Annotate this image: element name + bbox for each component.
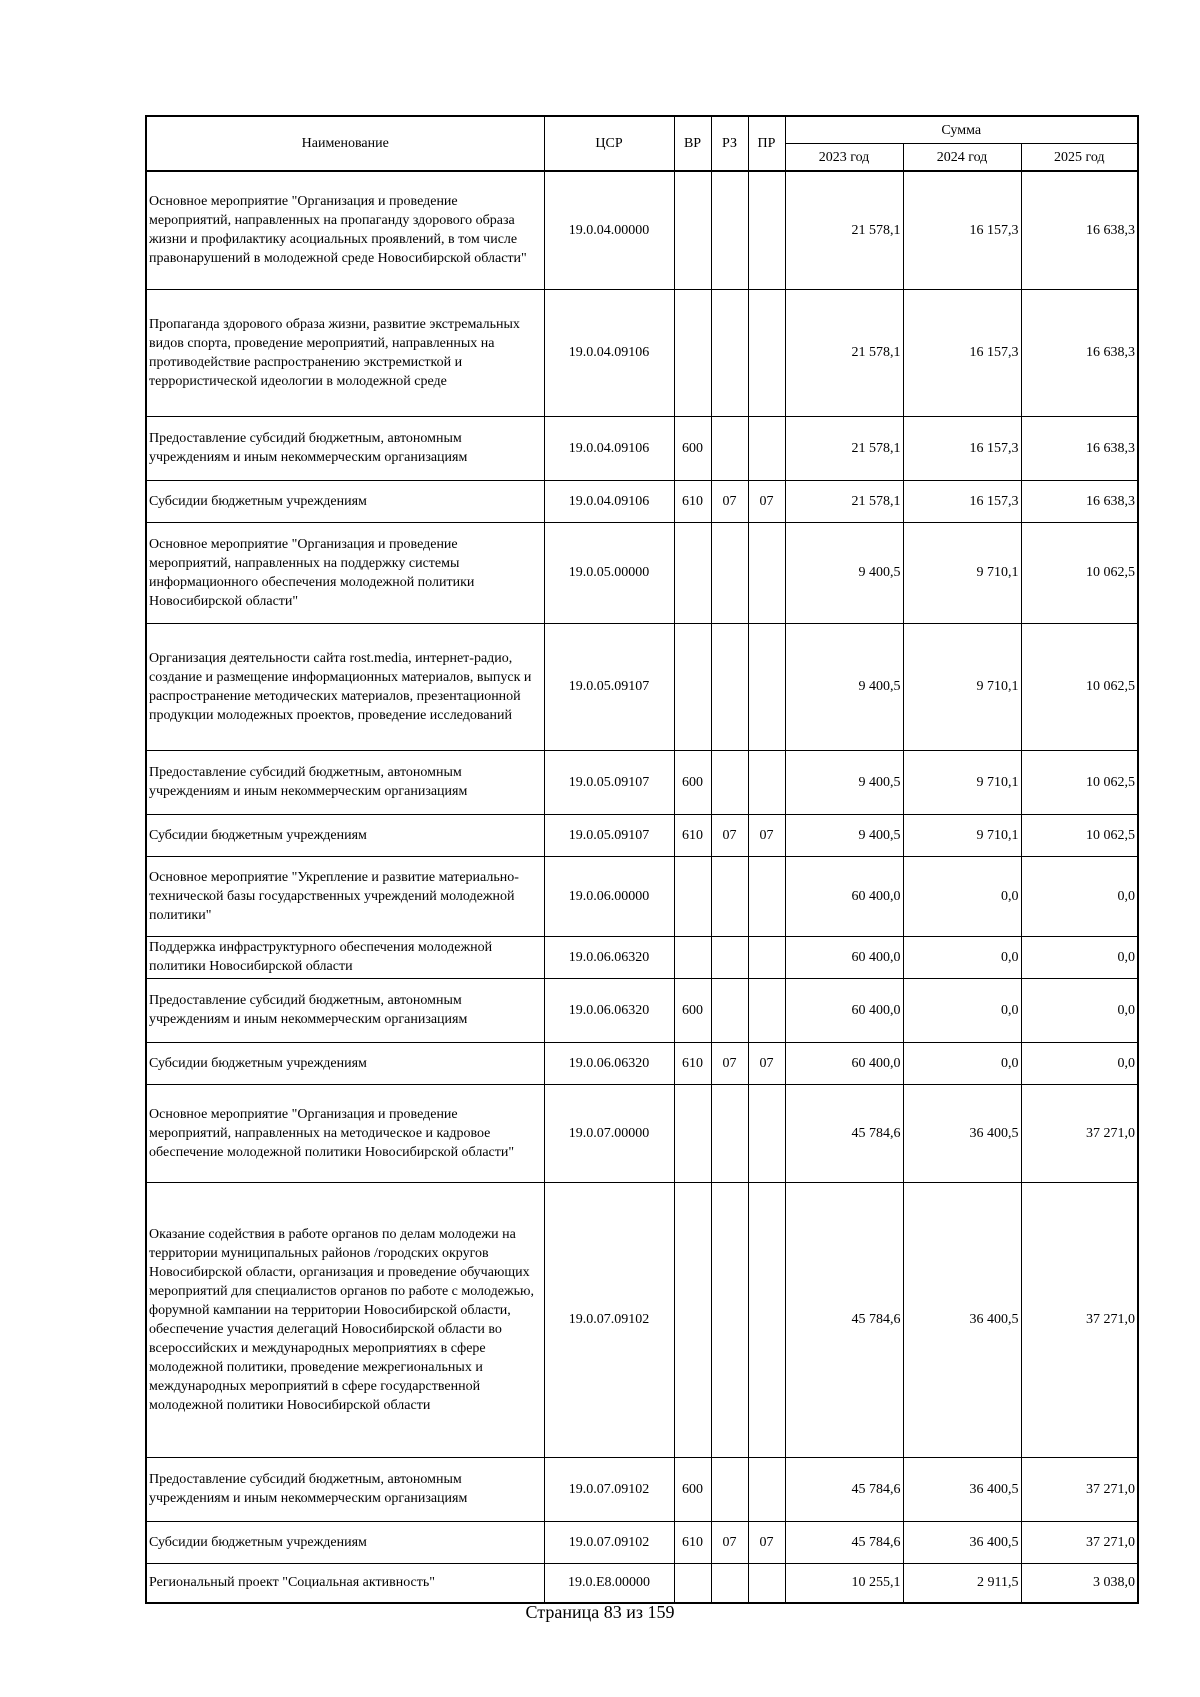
cell-name: Поддержка инфраструктурного обеспечения молодежной политики Новосибирской области bbox=[146, 936, 544, 978]
header-rz: РЗ bbox=[711, 116, 748, 171]
page-number: Страница 83 из 159 bbox=[525, 1602, 675, 1622]
table-row bbox=[146, 416, 1138, 480]
cell-name: Организация деятельности сайта rost.media, интернет-радио, создание и размещение информационных материалов, выпуск и распространение методических материалов, презентационной продукции молодежных проектов, проведение исследований bbox=[146, 623, 544, 750]
cell-pr bbox=[748, 750, 785, 814]
cell-vr bbox=[674, 856, 711, 936]
cell-rz: 07 bbox=[711, 1042, 748, 1084]
cell-y2023: 45 784,6 bbox=[785, 1084, 903, 1182]
cell-pr bbox=[748, 978, 785, 1042]
table-row bbox=[146, 978, 1138, 1042]
cell-y2025: 3 038,0 bbox=[1021, 1563, 1138, 1603]
cell-y2025: 37 271,0 bbox=[1021, 1521, 1138, 1563]
header-year-2023: 2023 год bbox=[785, 144, 903, 172]
cell-y2023: 45 784,6 bbox=[785, 1457, 903, 1521]
cell-y2025: 16 638,3 bbox=[1021, 289, 1138, 416]
cell-y2023: 21 578,1 bbox=[785, 416, 903, 480]
cell-vr: 600 bbox=[674, 978, 711, 1042]
cell-pr bbox=[748, 171, 785, 289]
cell-csr: 19.0.07.09102 bbox=[544, 1182, 674, 1457]
cell-y2024: 16 157,3 bbox=[903, 416, 1021, 480]
cell-y2023: 9 400,5 bbox=[785, 522, 903, 623]
cell-y2024: 16 157,3 bbox=[903, 289, 1021, 416]
cell-pr bbox=[748, 416, 785, 480]
table-row bbox=[146, 522, 1138, 623]
cell-rz: 07 bbox=[711, 480, 748, 522]
cell-vr bbox=[674, 289, 711, 416]
cell-rz bbox=[711, 623, 748, 750]
table-row bbox=[146, 936, 1138, 978]
table-header bbox=[146, 116, 1138, 171]
cell-y2023: 45 784,6 bbox=[785, 1521, 903, 1563]
header-csr: ЦСР bbox=[544, 116, 674, 171]
cell-pr bbox=[748, 856, 785, 936]
cell-y2025: 0,0 bbox=[1021, 936, 1138, 978]
cell-y2024: 36 400,5 bbox=[903, 1084, 1021, 1182]
cell-y2024: 16 157,3 bbox=[903, 480, 1021, 522]
cell-name: Основное мероприятие "Укрепление и развитие материально-технической базы государственных учреждений молодежной политики" bbox=[146, 856, 544, 936]
cell-y2024: 9 710,1 bbox=[903, 814, 1021, 856]
cell-name: Основное мероприятие "Организация и проведение мероприятий, направленных на пропаганду здорового образа жизни и профилактику асоциальных проявлений, в том числе правонарушений в молодежной среде Новосибирской области" bbox=[146, 171, 544, 289]
table-row bbox=[146, 1521, 1138, 1563]
cell-csr: 19.0.04.09106 bbox=[544, 289, 674, 416]
cell-rz: 07 bbox=[711, 814, 748, 856]
cell-y2023: 45 784,6 bbox=[785, 1182, 903, 1457]
cell-name: Предоставление субсидий бюджетным, автономным учреждениям и иным некоммерческим организациям bbox=[146, 750, 544, 814]
cell-name: Субсидии бюджетным учреждениям bbox=[146, 1042, 544, 1084]
cell-y2025: 0,0 bbox=[1021, 856, 1138, 936]
cell-pr: 07 bbox=[748, 814, 785, 856]
header-sum: Сумма bbox=[785, 116, 1138, 144]
cell-csr: 19.0.07.00000 bbox=[544, 1084, 674, 1182]
cell-vr bbox=[674, 1182, 711, 1457]
header-vr: ВР bbox=[674, 116, 711, 171]
cell-y2023: 21 578,1 bbox=[785, 480, 903, 522]
table-row bbox=[146, 1182, 1138, 1457]
cell-y2024: 16 157,3 bbox=[903, 171, 1021, 289]
cell-rz bbox=[711, 416, 748, 480]
cell-y2023: 21 578,1 bbox=[785, 171, 903, 289]
cell-csr: 19.0.07.09102 bbox=[544, 1457, 674, 1521]
cell-name: Предоставление субсидий бюджетным, автономным учреждениям и иным некоммерческим организациям bbox=[146, 416, 544, 480]
cell-vr bbox=[674, 171, 711, 289]
cell-y2023: 60 400,0 bbox=[785, 1042, 903, 1084]
header-name: Наименование bbox=[146, 116, 544, 171]
table-row bbox=[146, 171, 1138, 289]
cell-name: Основное мероприятие "Организация и проведение мероприятий, направленных на поддержку системы информационного обеспечения молодежной политики Новосибирской области" bbox=[146, 522, 544, 623]
cell-csr: 19.0.05.00000 bbox=[544, 522, 674, 623]
cell-pr: 07 bbox=[748, 480, 785, 522]
cell-y2025: 10 062,5 bbox=[1021, 623, 1138, 750]
cell-pr: 07 bbox=[748, 1521, 785, 1563]
cell-csr: 19.0.05.09107 bbox=[544, 814, 674, 856]
cell-pr bbox=[748, 1084, 785, 1182]
cell-y2025: 0,0 bbox=[1021, 1042, 1138, 1084]
cell-csr: 19.0.E8.00000 bbox=[544, 1563, 674, 1603]
cell-name: Оказание содействия в работе органов по делам молодежи на территории муниципальных районов /городских округов Новосибирской области, организация и проведение обучающих мероприятий для специалистов органов по работе с молодежью, форумной кампании на территории Новосибирской области, обеспечение участия делегаций Новосибирской области во всероссийских и международных мероприятиях в сфере молодежной политики, проведение межрегиональных и международных мероприятий в сфере государственной молодежной политики Новосибирской области bbox=[146, 1182, 544, 1457]
cell-y2024: 36 400,5 bbox=[903, 1182, 1021, 1457]
cell-csr: 19.0.06.00000 bbox=[544, 856, 674, 936]
cell-y2024: 9 710,1 bbox=[903, 522, 1021, 623]
cell-vr: 610 bbox=[674, 1042, 711, 1084]
cell-name: Субсидии бюджетным учреждениям bbox=[146, 1521, 544, 1563]
cell-rz: 07 bbox=[711, 1521, 748, 1563]
cell-name: Субсидии бюджетным учреждениям bbox=[146, 814, 544, 856]
cell-y2025: 16 638,3 bbox=[1021, 480, 1138, 522]
cell-y2024: 2 911,5 bbox=[903, 1563, 1021, 1603]
cell-name: Пропаганда здорового образа жизни, развитие экстремальных видов спорта, проведение мероприятий, направленных на противодействие распространению экстремисткой и террористической идеологии в молодежной среде bbox=[146, 289, 544, 416]
cell-y2025: 37 271,0 bbox=[1021, 1182, 1138, 1457]
cell-vr: 610 bbox=[674, 480, 711, 522]
cell-pr: 07 bbox=[748, 1042, 785, 1084]
cell-rz bbox=[711, 522, 748, 623]
cell-csr: 19.0.04.00000 bbox=[544, 171, 674, 289]
table-row bbox=[146, 480, 1138, 522]
table-row bbox=[146, 750, 1138, 814]
table-body bbox=[146, 171, 1138, 1603]
cell-csr: 19.0.04.09106 bbox=[544, 480, 674, 522]
cell-csr: 19.0.05.09107 bbox=[544, 623, 674, 750]
cell-vr: 600 bbox=[674, 1457, 711, 1521]
cell-pr bbox=[748, 1563, 785, 1603]
cell-y2024: 0,0 bbox=[903, 936, 1021, 978]
cell-y2024: 9 710,1 bbox=[903, 750, 1021, 814]
cell-vr bbox=[674, 522, 711, 623]
cell-y2025: 37 271,0 bbox=[1021, 1084, 1138, 1182]
cell-y2025: 37 271,0 bbox=[1021, 1457, 1138, 1521]
cell-y2025: 10 062,5 bbox=[1021, 750, 1138, 814]
cell-rz bbox=[711, 171, 748, 289]
cell-csr: 19.0.06.06320 bbox=[544, 936, 674, 978]
cell-rz bbox=[711, 289, 748, 416]
cell-vr: 610 bbox=[674, 1521, 711, 1563]
cell-pr bbox=[748, 522, 785, 623]
cell-csr: 19.0.04.09106 bbox=[544, 416, 674, 480]
cell-vr bbox=[674, 1084, 711, 1182]
cell-y2023: 9 400,5 bbox=[785, 623, 903, 750]
cell-y2024: 0,0 bbox=[903, 978, 1021, 1042]
cell-vr: 610 bbox=[674, 814, 711, 856]
budget-table bbox=[145, 115, 1139, 1604]
header-pr: ПР bbox=[748, 116, 785, 171]
cell-vr bbox=[674, 1563, 711, 1603]
table-row bbox=[146, 856, 1138, 936]
cell-y2023: 10 255,1 bbox=[785, 1563, 903, 1603]
cell-rz bbox=[711, 1563, 748, 1603]
cell-y2025: 16 638,3 bbox=[1021, 416, 1138, 480]
table-row bbox=[146, 1042, 1138, 1084]
cell-name: Предоставление субсидий бюджетным, автономным учреждениям и иным некоммерческим организациям bbox=[146, 978, 544, 1042]
table-row bbox=[146, 1457, 1138, 1521]
cell-pr bbox=[748, 289, 785, 416]
cell-rz bbox=[711, 1084, 748, 1182]
cell-y2025: 16 638,3 bbox=[1021, 171, 1138, 289]
header-year-2025: 2025 год bbox=[1021, 144, 1138, 172]
cell-csr: 19.0.06.06320 bbox=[544, 1042, 674, 1084]
cell-y2023: 21 578,1 bbox=[785, 289, 903, 416]
cell-pr bbox=[748, 1182, 785, 1457]
cell-y2023: 9 400,5 bbox=[785, 750, 903, 814]
cell-y2023: 9 400,5 bbox=[785, 814, 903, 856]
cell-name: Региональный проект "Социальная активность" bbox=[146, 1563, 544, 1603]
cell-vr: 600 bbox=[674, 416, 711, 480]
cell-vr bbox=[674, 623, 711, 750]
cell-y2023: 60 400,0 bbox=[785, 978, 903, 1042]
cell-y2024: 9 710,1 bbox=[903, 623, 1021, 750]
cell-y2024: 36 400,5 bbox=[903, 1457, 1021, 1521]
header-year-2024: 2024 год bbox=[903, 144, 1021, 172]
cell-csr: 19.0.05.09107 bbox=[544, 750, 674, 814]
cell-y2024: 0,0 bbox=[903, 1042, 1021, 1084]
table-row bbox=[146, 1563, 1138, 1603]
cell-vr: 600 bbox=[674, 750, 711, 814]
cell-pr bbox=[748, 623, 785, 750]
cell-rz bbox=[711, 856, 748, 936]
cell-y2025: 0,0 bbox=[1021, 978, 1138, 1042]
cell-csr: 19.0.06.06320 bbox=[544, 978, 674, 1042]
cell-rz bbox=[711, 936, 748, 978]
cell-rz bbox=[711, 1457, 748, 1521]
cell-y2023: 60 400,0 bbox=[785, 856, 903, 936]
cell-pr bbox=[748, 1457, 785, 1521]
cell-name: Субсидии бюджетным учреждениям bbox=[146, 480, 544, 522]
cell-pr bbox=[748, 936, 785, 978]
table-row bbox=[146, 623, 1138, 750]
cell-rz bbox=[711, 978, 748, 1042]
cell-y2024: 0,0 bbox=[903, 856, 1021, 936]
table-row bbox=[146, 289, 1138, 416]
cell-y2024: 36 400,5 bbox=[903, 1521, 1021, 1563]
cell-csr: 19.0.07.09102 bbox=[544, 1521, 674, 1563]
cell-rz bbox=[711, 750, 748, 814]
table-row bbox=[146, 1084, 1138, 1182]
cell-y2025: 10 062,5 bbox=[1021, 522, 1138, 623]
cell-vr bbox=[674, 936, 711, 978]
cell-y2025: 10 062,5 bbox=[1021, 814, 1138, 856]
cell-y2023: 60 400,0 bbox=[785, 936, 903, 978]
cell-name: Основное мероприятие "Организация и проведение мероприятий, направленных на методическое и кадровое обеспечение молодежной политики Новосибирской области" bbox=[146, 1084, 544, 1182]
table-row bbox=[146, 814, 1138, 856]
cell-rz bbox=[711, 1182, 748, 1457]
cell-name: Предоставление субсидий бюджетным, автономным учреждениям и иным некоммерческим организациям bbox=[146, 1457, 544, 1521]
